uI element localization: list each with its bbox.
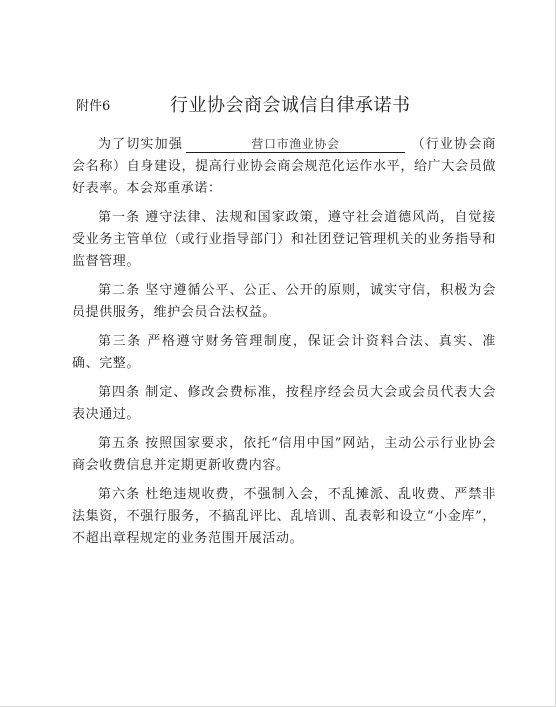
article-2: 第二条 坚守遵循公平、公正、公开的原则，诚实守信，积极为会员提供服务，维护会员合法权益。 <box>72 283 496 320</box>
attachment-label: 附件6 <box>76 99 111 114</box>
article-1: 第一条 遵守法律、法规和国家政策，遵守社会道德风尚，自觉接受业务主管单位（或行业指导部门）和社团登记管理机关的业务指导和监督管理。 <box>72 210 496 269</box>
article-6: 第六条 杜绝违规收费，不强制入会，不乱摊派、乱收费、严禁非法集资，不强行服务，不搞乱评比、乱培训、乱表彰和设立“小金库”，不超出章程规定的业务范围开展活动。 <box>72 487 496 546</box>
document-title: 行业协会商会诚信自律承诺书 <box>170 95 411 116</box>
article-3: 第三条 严格遵守财务管理制度，保证会计资料合法、真实、准确、完整。 <box>72 334 496 371</box>
association-name-field: 营口市渔业协会 <box>186 136 405 153</box>
article-4: 第四条 制定、修改会费标准，按程序经会员大会或会员代表大会表决通过。 <box>72 385 496 422</box>
document-body <box>72 134 496 550</box>
article-5: 第五条 按照国家要求，依托“信用中国”网站，主动公示行业协会商会收费信息并定期更新收费内容。 <box>72 436 496 473</box>
intro-paragraph <box>72 134 496 200</box>
intro-prefix: 为了切实加强 <box>98 137 183 152</box>
intro-suffix: （行业协会商会名称）自身建设，提高行业协会商会规范化运作水平，给广大会员做好表率。本会郑重承诺： <box>72 137 496 196</box>
